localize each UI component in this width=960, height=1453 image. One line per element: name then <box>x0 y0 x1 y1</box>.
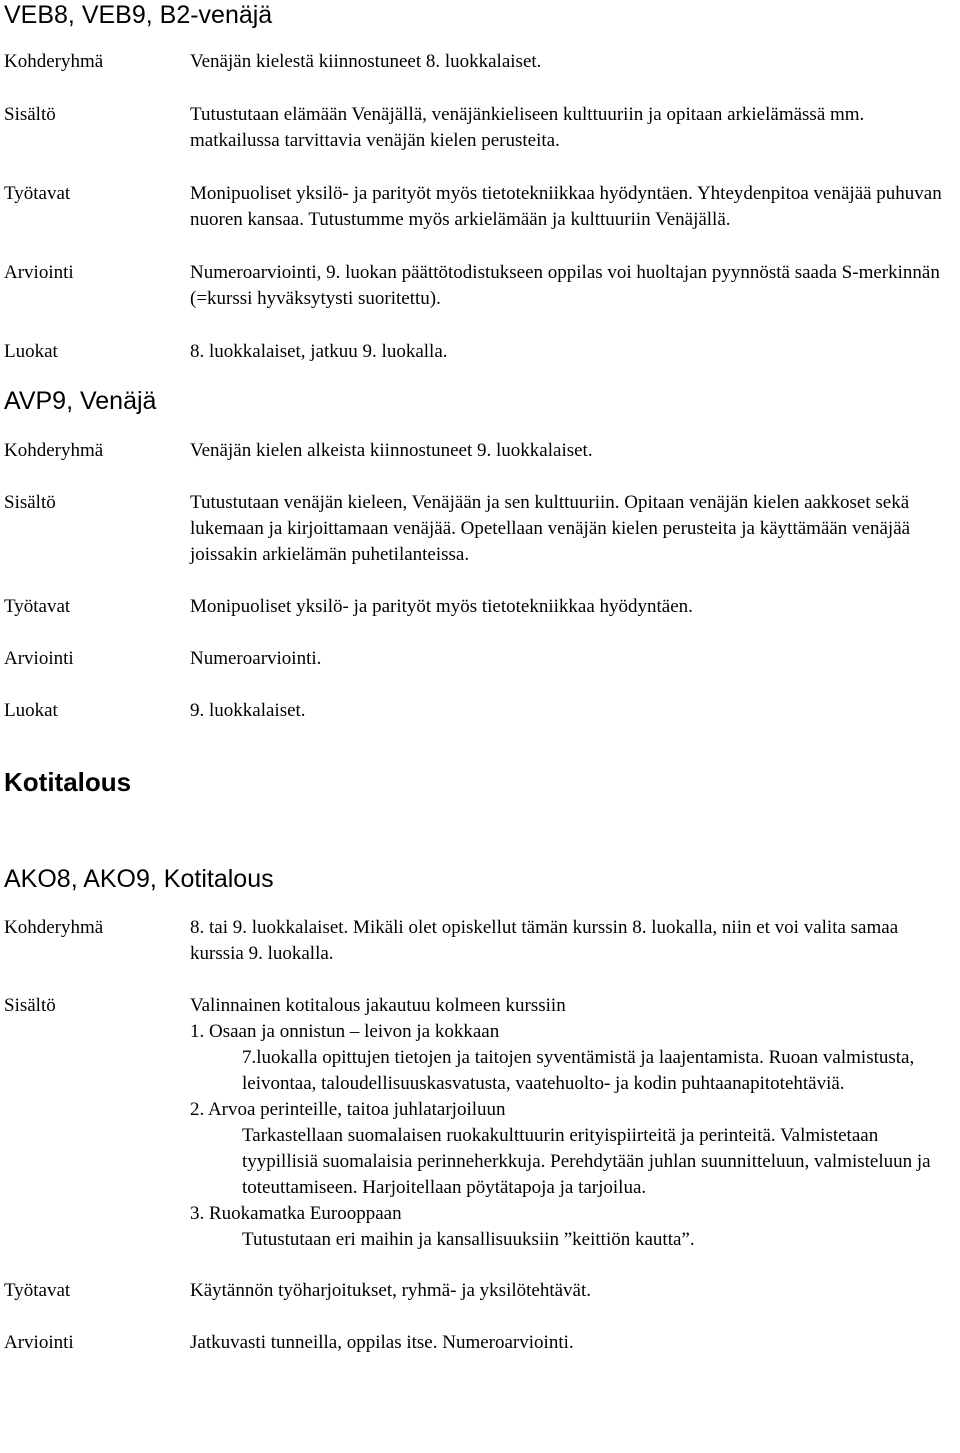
course-ako8-ako9 <box>4 864 960 1356</box>
course-title: VEB8, VEB9, B2-venäjä <box>4 1 273 29</box>
content-item-text: Tutustutaan eri maihin ja kansallisuuksiin ”keittiön kautta”. <box>242 1229 695 1250</box>
value-methods: Monipuoliset yksilö- ja parityöt myös tietotekniikkaa hyödyntäen. <box>190 596 693 617</box>
course-title: AVP9, Venäjä <box>4 387 157 415</box>
row-assessment <box>4 1330 960 1356</box>
content-intro: Valinnainen kotitalous jakautuu kolmeen kurssiin <box>190 995 566 1016</box>
label-content: Sisältö <box>4 995 56 1016</box>
value-content <box>190 993 960 1253</box>
value-methods: Käytännön työharjoitukset, ryhmä- ja yksilötehtävät. <box>190 1280 592 1301</box>
row-grades <box>4 339 960 365</box>
row-assessment <box>4 260 960 312</box>
course-avp9 <box>4 386 960 724</box>
value-content: Tutustutaan venäjän kieleen, Venäjään ja sen kulttuuriin. Opitaan venäjän kielen aakkoset sekä lukemaan ja kirjoittamaan venäjää. Opetellaan venäjän kielen perusteita ja käyttämään venäjää joissakin arkielämän puhetilanteissa. <box>190 492 911 565</box>
value-assessment: Numeroarviointi, 9. luokan päättötodistukseen oppilas voi huoltajan pyynnöstä saada S-merkinnän (=kurssi hyväksytysti suoritettu). <box>190 262 940 309</box>
row-content <box>4 490 960 568</box>
content-item-heading: 3. Ruokamatka Eurooppaan <box>190 1203 402 1224</box>
label-target: Kohderyhmä <box>4 51 104 72</box>
row-grades <box>4 698 960 724</box>
label-grades: Luokat <box>4 700 58 721</box>
value-methods: Monipuoliset yksilö- ja parityöt myös tietotekniikkaa hyödyntäen. Yhteydenpitoa venäjää puhuvan nuoren kansaa. Tutustumme myös arkielämään ja kulttuuriin Venäjällä. <box>190 183 942 230</box>
content-item-text: Tarkastellaan suomalaisen ruokakulttuurin erityispiirteitä ja perinteitä. Valmistetaan tyypillisiä suomalaisia perinneherkkuja. Perehdytään juhlan suunnitteluun, valmisteluun ja toteuttamiseen. Harjoitellaan pöytätapoja ja tarjoilua. <box>242 1125 931 1198</box>
label-grades: Luokat <box>4 341 58 362</box>
row-methods <box>4 181 960 233</box>
label-assessment: Arviointi <box>4 1332 74 1353</box>
value-target: Venäjän kielen alkeista kiinnostuneet 9. luokkalaiset. <box>190 440 593 461</box>
value-assessment: Jatkuvasti tunneilla, oppilas itse. Numeroarviointi. <box>190 1332 574 1353</box>
value-target: 8. tai 9. luokkalaiset. Mikäli olet opiskellut tämän kurssin 8. luokalla, niin et voi valita samaa kurssia 9. luokalla. <box>190 917 899 964</box>
value-grades: 8. luokkalaiset, jatkuu 9. luokalla. <box>190 341 448 362</box>
label-target: Kohderyhmä <box>4 917 104 938</box>
label-methods: Työtavat <box>4 1280 71 1301</box>
value-target: Venäjän kielestä kiinnostuneet 8. luokkalaiset. <box>190 51 542 72</box>
value-grades: 9. luokkalaiset. <box>190 700 306 721</box>
label-target: Kohderyhmä <box>4 440 104 461</box>
value-assessment: Numeroarviointi. <box>190 648 322 669</box>
value-content: Tutustutaan elämään Venäjällä, venäjänkieliseen kulttuuriin ja opitaan arkielämässä mm. matkailussa tarvittavia venäjän kielen perusteita. <box>190 104 865 151</box>
content-item-text: 7.luokalla opittujen tietojen ja taitojen syventämistä ja laajentamista. Ruoan valmistusta, leivontaa, taloudellisuuskasvatusta, vaatehuolto- ja kodin puhtaanapitotehtäviä. <box>242 1047 915 1094</box>
row-target <box>4 915 960 967</box>
label-methods: Työtavat <box>4 596 71 617</box>
content-item-heading: 2. Arvoa perinteille, taitoa juhlatarjoiluun <box>190 1099 506 1120</box>
label-assessment: Arviointi <box>4 262 74 283</box>
label-content: Sisältö <box>4 492 56 513</box>
section-title: Kotitalous <box>4 767 132 797</box>
content-item-heading: 1. Osaan ja onnistun – leivon ja kokkaan <box>190 1021 500 1042</box>
row-content <box>4 993 960 1253</box>
row-methods <box>4 594 960 620</box>
label-content: Sisältö <box>4 104 56 125</box>
course-title: AKO8, AKO9, Kotitalous <box>4 865 274 893</box>
label-methods: Työtavat <box>4 183 71 204</box>
row-assessment <box>4 646 960 672</box>
label-assessment: Arviointi <box>4 648 74 669</box>
row-target <box>4 438 960 464</box>
row-target <box>4 49 960 75</box>
row-content <box>4 102 960 154</box>
course-veb8-veb9 <box>4 0 960 365</box>
row-methods <box>4 1278 960 1304</box>
